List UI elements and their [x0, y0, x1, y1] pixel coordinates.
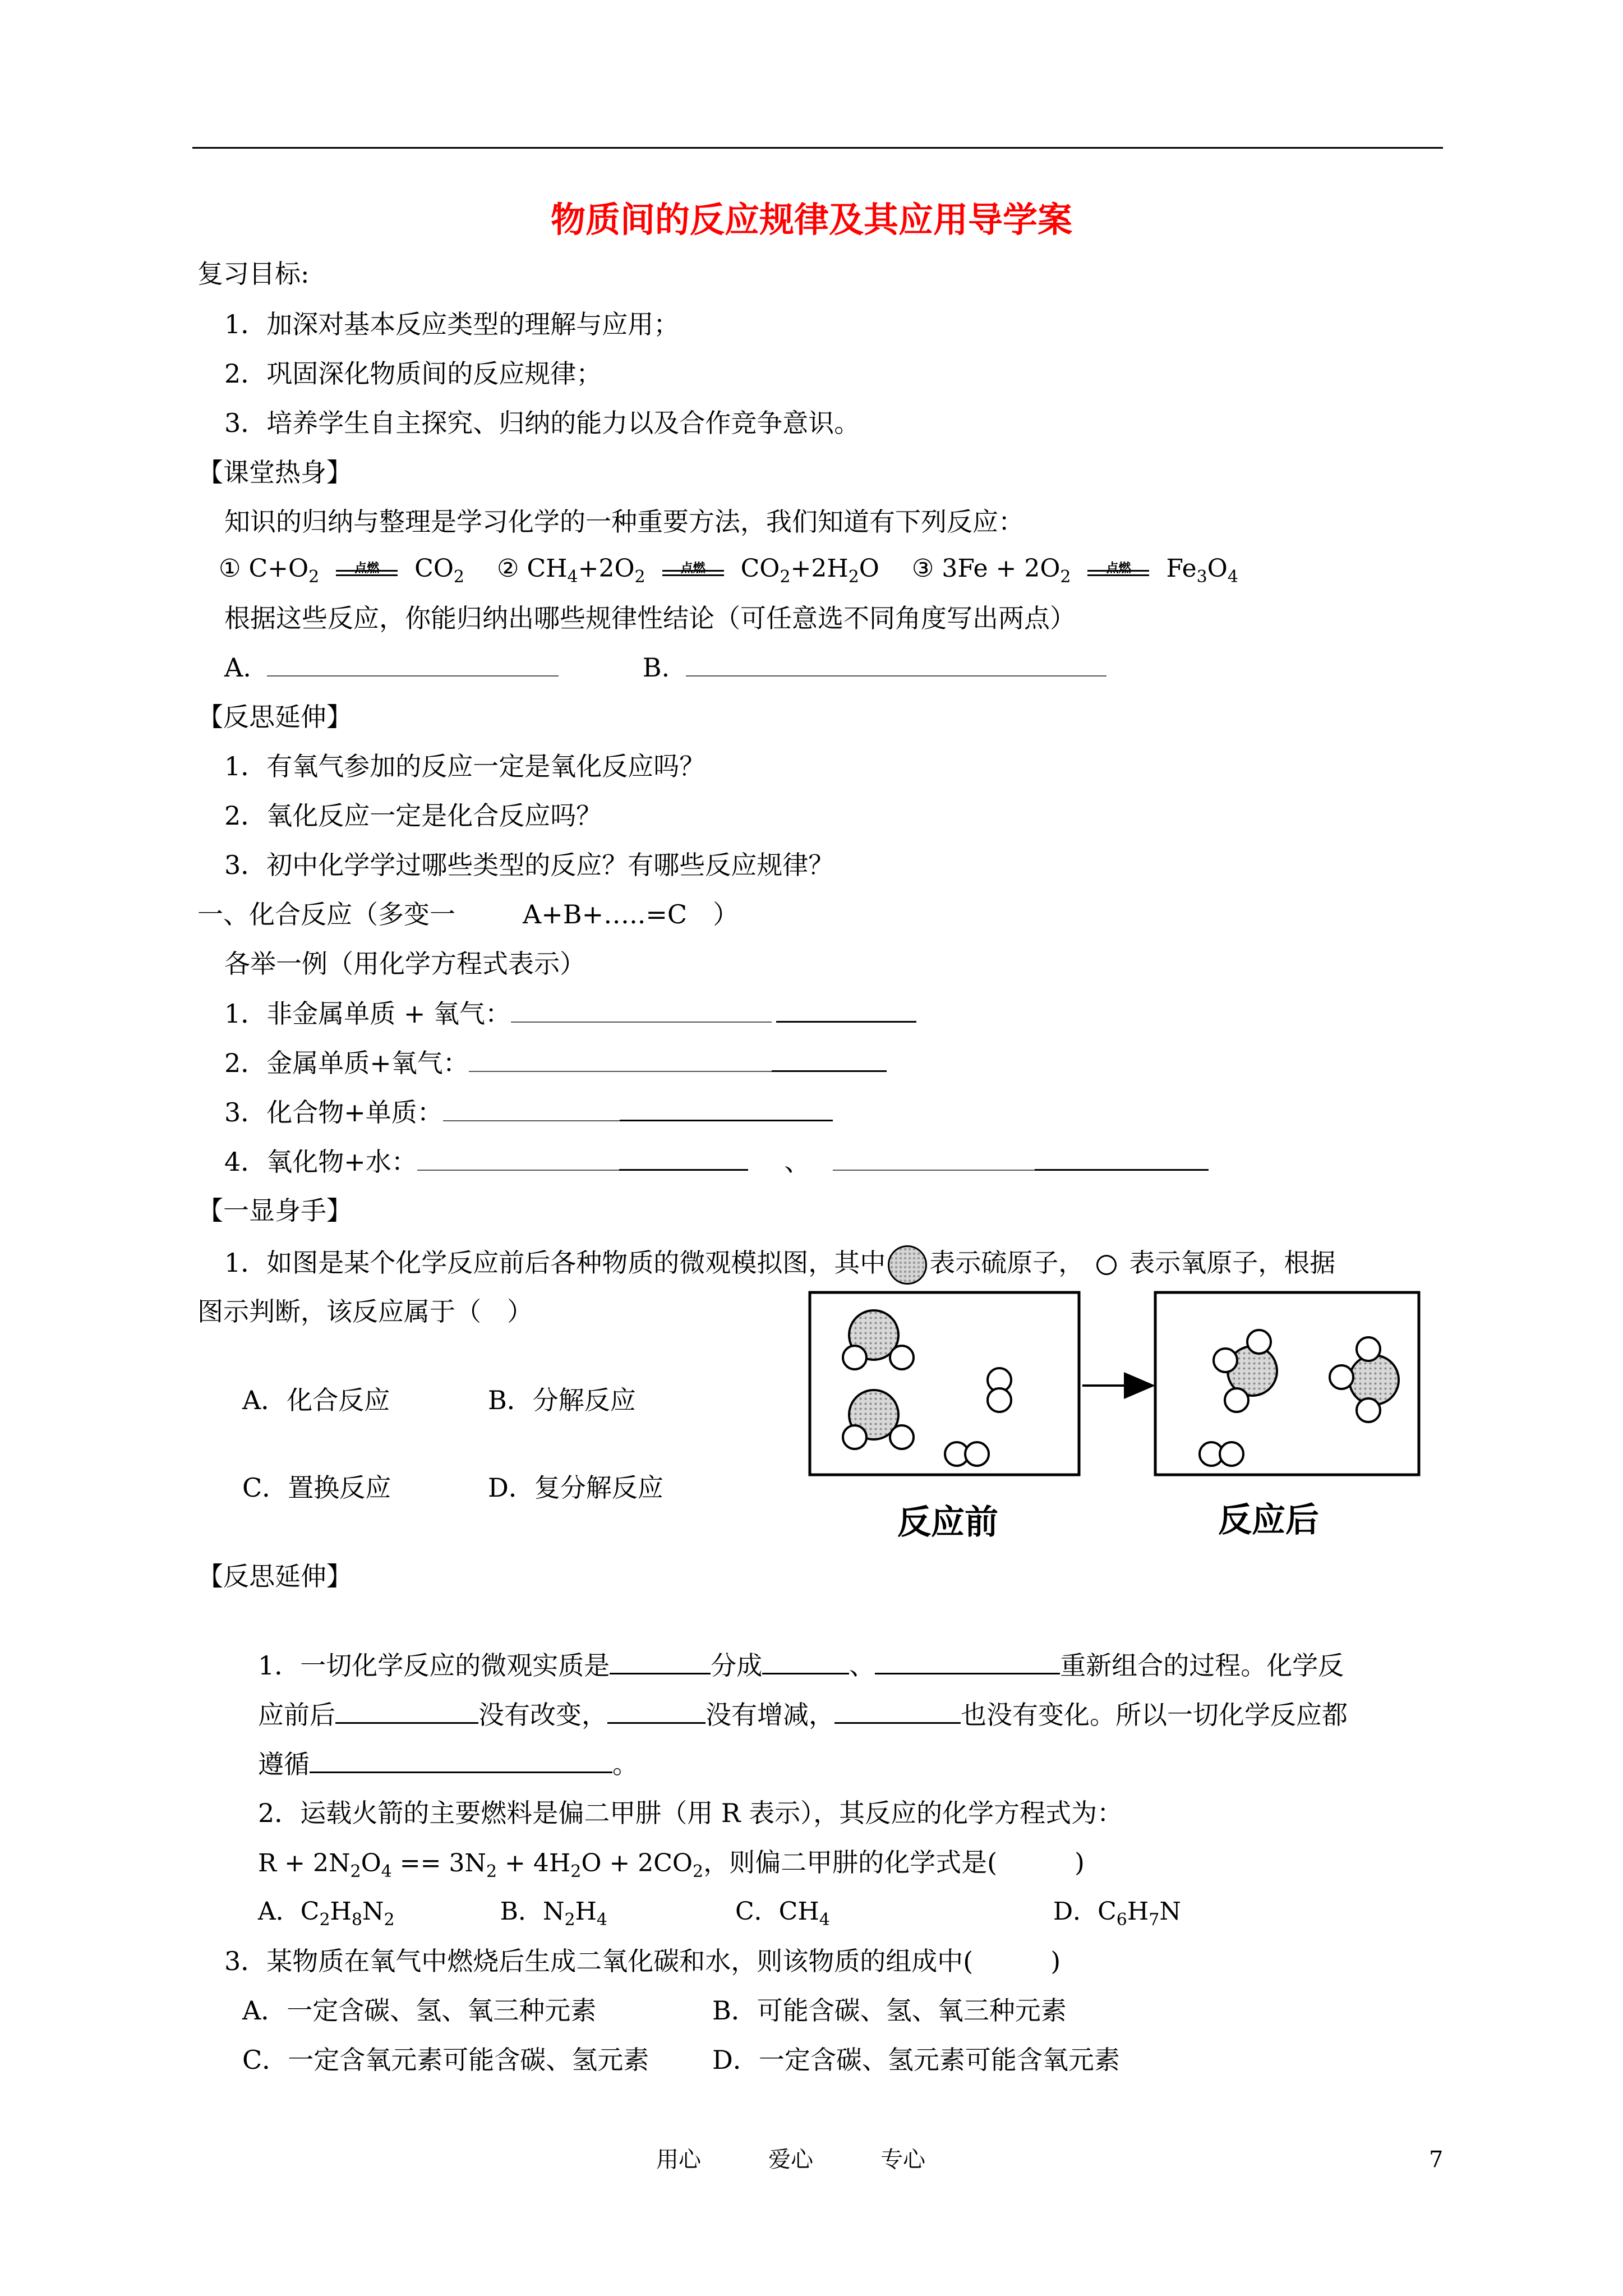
reaction-1-number: ① — [219, 554, 241, 583]
goal-item: 1．加深对基本反应类型的理解与应用； — [224, 309, 680, 339]
reflect2-q2-options — [258, 1895, 1181, 1929]
reaction-equations: ① $C+O_2$ 点燃 $CO_2$ ② $CH_4+2O_2$ 点燃 $CO_2+2H_2O$ ③ $3Fe + 2O_2$ 点燃 $Fe_3O_4$ — [219, 554, 1238, 587]
reaction-2-right: CO — [740, 554, 780, 583]
answer-blank[interactable] — [875, 1648, 1060, 1674]
reflect2-q2-line1: 2．运载火箭的主要燃料是偏二甲肼（用 R 表示），其反应的化学方程式为： — [258, 1798, 1123, 1828]
reaction-arrow: 点燃 — [336, 556, 398, 585]
answer-blank[interactable] — [335, 1697, 478, 1724]
warmup-question: 根据这些反应，你能归纳出哪些规律性结论（可任意选不同角度写出两点） — [224, 603, 1076, 633]
sulfur-atom-icon — [888, 1245, 927, 1285]
answer-blank[interactable] — [417, 1145, 619, 1171]
footer-motto: 用心 爱心 专心 — [656, 2147, 925, 2173]
option-c[interactable]: C．置换反应 — [242, 1473, 391, 1503]
combination-heading: 一、化合反应（多变一 A+B+…..=C ） — [197, 899, 739, 930]
reaction-arrow: 点燃 — [662, 556, 724, 585]
reflect2-q1-line3: 遵循 。 — [258, 1747, 638, 1781]
reaction-1-left: C+O — [248, 554, 309, 583]
reaction-1-right: CO — [414, 554, 454, 583]
reflect-item: 1．有氧气参加的反应一定是氧化反应吗？ — [224, 751, 706, 781]
showcase-heading: 【一显身手】 — [197, 1195, 352, 1226]
combination-item: 4．氧化物+水： 、 — [224, 1144, 1209, 1179]
answer-blank[interactable] — [310, 1747, 612, 1773]
reaction-arrow: 点燃 — [1087, 556, 1149, 585]
answer-blank[interactable] — [762, 1648, 849, 1674]
answer-blank[interactable] — [1035, 1144, 1209, 1171]
warmup-heading: 【课堂热身】 — [197, 457, 352, 487]
reflect-item: 2．氧化反应一定是化合反应吗？ — [224, 800, 602, 831]
answer-b-blank[interactable] — [686, 651, 1106, 677]
q2-option-a[interactable]: A．$C_2H_8N_2$ — [258, 1897, 395, 1930]
goal-item: 3．培养学生自主探究、归纳的能力以及合作竞争意识。 — [224, 408, 860, 438]
reflect-item: 3．初中化学学过哪些类型的反应？有哪些反应规律？ — [224, 850, 834, 880]
q2-option-d[interactable]: D．$C_6H_7N$ — [1053, 1897, 1181, 1930]
q3-option-c[interactable]: C．一定含氧元素可能含碳、氢元素 — [242, 2045, 649, 2075]
option-a[interactable]: A．化合反应 — [242, 1385, 390, 1415]
reflect2-q3-line: 3．某物质在氧气中燃烧后生成二氧化碳和水，则该物质的组成中( ) — [224, 1946, 1061, 1976]
showcase-question-1-line2: 图示判断，该反应属于（ ） — [197, 1296, 533, 1327]
answer-blank[interactable] — [772, 1046, 887, 1072]
answer-blank[interactable] — [511, 997, 772, 1023]
combination-subheading: 各举一例（用化学方程式表示） — [224, 949, 585, 979]
reflect2-q1-line1: 1．一切化学反应的微观实质是 分成 、 重新组合的过程。化学反 — [258, 1648, 1344, 1682]
goals-heading: 复习目标: — [197, 259, 310, 289]
combination-item: 3．化合物+单质： — [224, 1095, 833, 1129]
answer-a-blank[interactable] — [267, 651, 559, 677]
reaction-3-left: 3Fe + 2O — [942, 554, 1061, 583]
answer-blank[interactable] — [620, 1095, 833, 1121]
q2-option-b[interactable]: B．$N_2H_4$ — [500, 1897, 608, 1930]
diagram-label-after: 反应后 — [1218, 1501, 1319, 1540]
answer-blank[interactable] — [834, 1697, 961, 1724]
combination-item: 1．非金属单质 + 氧气： — [224, 996, 916, 1030]
option-d[interactable]: D．复分解反应 — [488, 1473, 663, 1503]
page-number: 7 — [1429, 2147, 1444, 2173]
header-rule — [192, 147, 1443, 149]
q3-option-b[interactable]: B．可能含碳、氢、氧三种元素 — [712, 1995, 1067, 2026]
q3-option-a[interactable]: A．一定含碳、氢、氧三种元素 — [242, 1995, 597, 2026]
reflect-heading: 【反思延伸】 — [197, 702, 352, 732]
reaction-2-number: ② — [497, 554, 519, 583]
answer-a-label: A. — [224, 652, 251, 683]
reaction-3-number: ③ — [911, 554, 934, 583]
reaction-2-left: CH — [527, 554, 568, 583]
reflect2-q1-line2: 应前后 没有改变， 没有增减， 也没有变化。所以一切化学反应都 — [258, 1697, 1348, 1732]
answer-blank[interactable] — [610, 1648, 711, 1674]
answer-blank[interactable] — [833, 1145, 1035, 1171]
option-b[interactable]: B．分解反应 — [488, 1385, 636, 1415]
answer-blank[interactable] — [443, 1096, 620, 1121]
q3-option-d[interactable]: D．一定含碳、氢元素可能含氧元素 — [712, 2045, 1120, 2075]
q2-option-c[interactable]: C．$CH_4$ — [735, 1897, 830, 1930]
combination-item: 2．金属单质+氧气： — [224, 1046, 887, 1080]
goal-item: 2．巩固深化物质间的反应规律； — [224, 358, 602, 389]
answer-blank[interactable] — [607, 1697, 706, 1724]
answer-blank[interactable] — [776, 996, 916, 1023]
answer-blank[interactable] — [469, 1046, 772, 1072]
reflect2-q2-equation: $R + 2N_2O_4 == 3N_2 + 4H_2O + 2CO_2$，则偏二甲肼的化学式是( ) — [258, 1847, 1085, 1881]
warmup-intro: 知识的归纳与整理是学习化学的一种重要方法，我们知道有下列反应： — [224, 507, 1024, 537]
combination-formula: A+B+…..=C ） — [523, 899, 739, 930]
diagram-label-before: 反应前 — [897, 1503, 998, 1542]
oxygen-atom-icon — [1096, 1255, 1117, 1275]
reaction-3-right: Fe — [1166, 554, 1197, 583]
reaction-diagram — [808, 1290, 1436, 1498]
showcase-question-1: 1．如图是某个化学反应前后各种物质的微观模拟图，其中 表示硫原子， 表示氧原子，根据 — [224, 1245, 1335, 1285]
page-title: 物质间的反应规律及其应用导学案 — [550, 199, 1072, 240]
answer-blank[interactable] — [619, 1144, 748, 1171]
warmup-answers — [224, 651, 1106, 684]
reflect-heading: 【反思延伸】 — [197, 1561, 352, 1591]
answer-b-label: B. — [642, 652, 670, 683]
